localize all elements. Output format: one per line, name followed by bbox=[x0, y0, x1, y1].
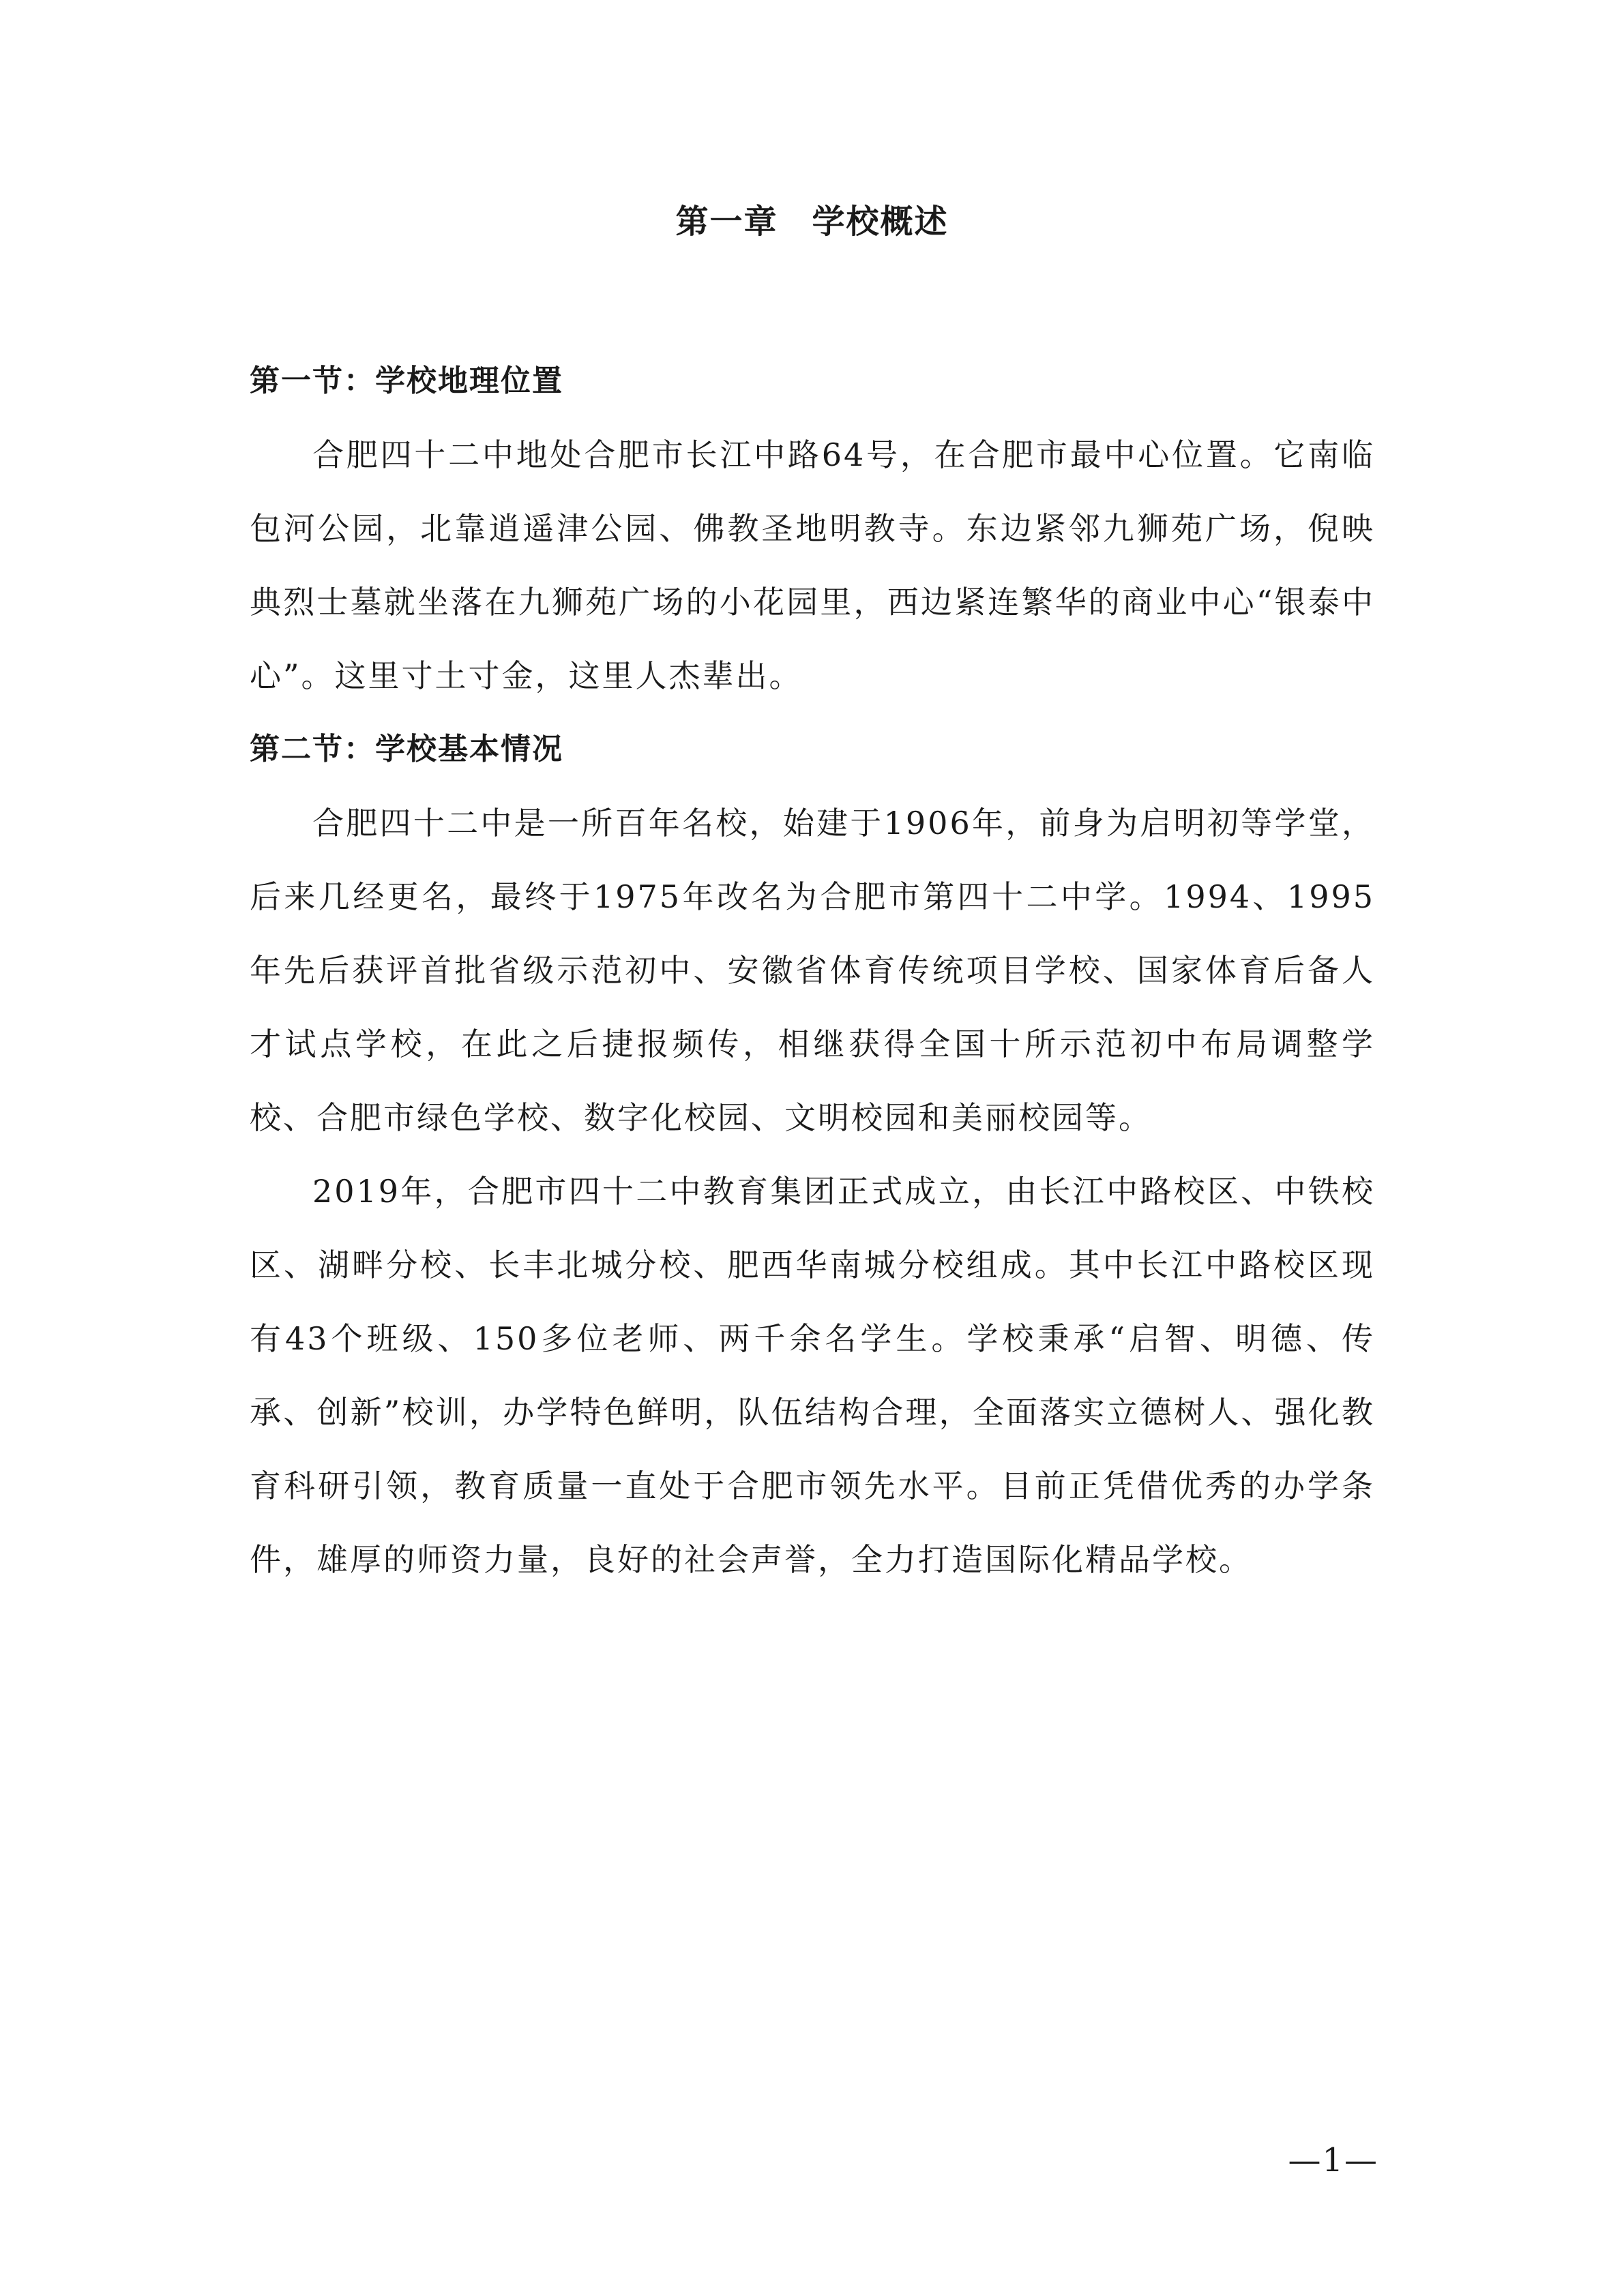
document-body bbox=[250, 344, 1375, 1596]
section-basic-information bbox=[250, 713, 1375, 1596]
section-heading: 第二节：学校基本情况 bbox=[250, 732, 563, 766]
section-heading: 第一节：学校地理位置 bbox=[250, 363, 563, 398]
chapter-title: 第一章 学校概述 bbox=[675, 203, 949, 241]
paragraph: 合肥四十二中是一所百年名校，始建于1906年，前身为启明初等学堂，后来几经更名，最终于1975年改名为合肥市第四十二中学。1994、1995年先后获评首批省级示范初中、安徽省体育传统项目学校、国家体育后备人才试点学校，在此之后捷报频传，相继获得全国十所示范初中布局调整学校、合肥市绿色学校、数字化校园、文明校园和美丽校园等。 bbox=[250, 805, 1375, 1136]
section-geographic-location bbox=[250, 344, 1375, 713]
paragraph: 2019年，合肥市四十二中教育集团正式成立，由长江中路校区、中铁校区、湖畔分校、长丰北城分校、肥西华南城分校组成。其中长江中路校区现有43个班级、150多位老师、两千余名学生。学校秉承“启智、明德、传承、创新”校训，办学特色鲜明，队伍结构合理，全面落实立德树人、强化教育科研引领，教育质量一直处于合肥市领先水平。目前正凭借优秀的办学条件，雄厚的师资力量，良好的社会声誉，全力打造国际化精品学校。 bbox=[250, 1173, 1375, 1578]
page-number: —1— bbox=[1288, 2141, 1378, 2179]
paragraph: 合肥四十二中地处合肥市长江中路64号，在合肥市最中心位置。它南临包河公园，北靠逍遥津公园、佛教圣地明教寺。东边紧邻九狮苑广场，倪映典烈士墓就坐落在九狮苑广场的小花园里，西边紧连繁华的商业中心“银泰中心”。这里寸土寸金，这里人杰辈出。 bbox=[250, 436, 1375, 694]
